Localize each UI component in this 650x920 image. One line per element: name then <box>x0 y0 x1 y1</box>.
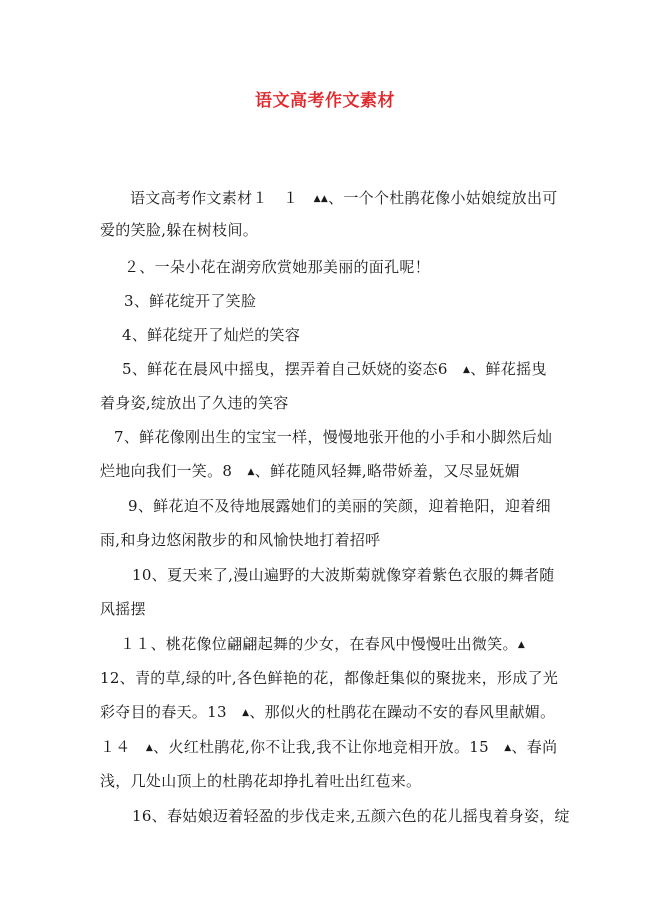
text-line-4: 3、鲜花绽开了笑脸 <box>124 292 257 310</box>
triangle-mark-icon: ▲ <box>247 467 255 477</box>
line-text: 、那似火的杜鹃花在躁动不安的春风里献媚。 <box>249 703 556 721</box>
line-text: 语文高考作文素材１ １ <box>130 189 314 207</box>
text-line-6 <box>122 359 547 380</box>
line-text: １４ <box>100 738 146 756</box>
text-line-5: 4、鲜花绽开了灿烂的笑容 <box>122 326 301 344</box>
line-text: 、鲜花摇曳 <box>470 360 547 378</box>
line-text: １１、桃花像位翩翩起舞的少女，在春风中慢慢吐出微笑。 <box>120 635 518 653</box>
line-text: 、鲜花随风轻舞,略带娇羞，又尽显妩媚 <box>254 462 520 480</box>
line-text: 烂地向我们一笑。8 <box>100 462 248 480</box>
text-line-17 <box>100 737 557 758</box>
text-line-16 <box>100 702 555 723</box>
page-title: 语文高考作文素材 <box>255 91 395 111</box>
line-text: 、春尚 <box>511 738 558 756</box>
triangle-mark-icon: ▲ <box>517 640 526 650</box>
text-line-15: 12、青的草,绿的叶,各色鲜艳的花，都像赶集似的聚拢来，形成了光 <box>100 669 559 687</box>
text-line-11: 雨,和身边悠闲散步的和风愉快地打着招呼 <box>100 531 381 549</box>
line-text: 5、鲜花在晨风中摇曳，摆弄着自己妖娆的姿态6 <box>122 360 463 378</box>
text-line-13: 风摇摆 <box>100 600 146 618</box>
triangle-mark-icon: ▲ <box>504 743 512 753</box>
text-line-12: 10、夏天来了,漫山遍野的大波斯菊就像穿着紫色衣服的舞者随 <box>132 566 555 584</box>
text-line-14 <box>120 634 525 655</box>
text-line-9 <box>100 461 520 482</box>
text-line-19: 16、春姑娘迈着轻盈的步伐走来,五颜六色的花儿摇曳着身姿，绽 <box>132 807 570 825</box>
text-line-1 <box>130 188 558 209</box>
text-line-7: 着身姿,绽放出了久违的笑容 <box>100 394 289 412</box>
line-text: 、一个个杜鹃花像小姑娘绽放出可 <box>328 189 558 207</box>
triangle-mark-icon: ▲ <box>463 365 471 375</box>
triangle-mark-icon: ▲ <box>242 708 250 718</box>
text-line-10: 9、鲜花迫不及待地展露她们的美丽的笑颜，迎着艳阳，迎着细 <box>128 497 551 515</box>
triangle-mark-icon: ▲ <box>145 743 154 753</box>
text-line-18: 浅，几处山顶上的杜鹃花却挣扎着吐出红苞来。 <box>100 772 422 790</box>
triangle-mark-icon: ▲▲ <box>313 194 329 204</box>
text-line-8: 7、鲜花像刚出生的宝宝一样，慢慢地张开他的小手和小脚然后灿 <box>114 428 553 446</box>
text-line-3: ２、一朵小花在湖旁欣赏她那美丽的面孔呢！ <box>124 258 431 276</box>
line-text: 彩夺目的春天。13 <box>100 703 243 721</box>
line-text: 、火红杜鹃花,你不让我,我不让你地竞相开放。15 <box>153 738 505 756</box>
text-line-2: 爱的笑脸,躲在树枝间。 <box>100 221 259 239</box>
